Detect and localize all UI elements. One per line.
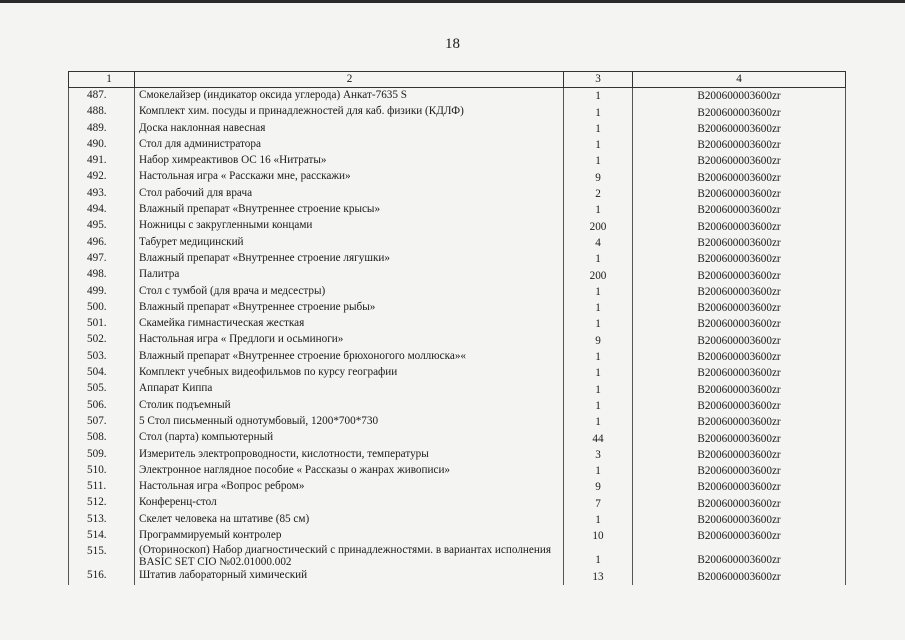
row-number: 497. [69, 251, 135, 267]
row-number: 505. [69, 381, 135, 397]
item-name: Стол (парта) компьютерный [135, 430, 564, 446]
item-quantity: 1 [564, 88, 633, 105]
item-code: B200600003600zr [633, 512, 846, 528]
item-name: Стол рабочий для врача [135, 186, 564, 202]
row-number: 514. [69, 528, 135, 544]
item-quantity: 1 [564, 349, 633, 365]
item-quantity: 3 [564, 447, 633, 463]
item-name: Влажный препарат «Внутреннее строение лягушки» [135, 251, 564, 267]
table-body [69, 88, 846, 585]
item-name: Конференц-стол [135, 495, 564, 511]
row-number: 488. [69, 104, 135, 120]
table-header-row [69, 72, 846, 88]
table-row [69, 169, 846, 185]
table-row [69, 202, 846, 218]
table-row [69, 381, 846, 397]
row-number: 498. [69, 267, 135, 283]
table-row [69, 137, 846, 153]
table-row [69, 235, 846, 251]
item-code: B200600003600zr [633, 284, 846, 300]
item-name: Электронное наглядное пособие « Рассказы о жанрах живописи» [135, 463, 564, 479]
item-name: Влажный препарат «Внутреннее строение брюхоногого моллюска»« [135, 349, 564, 365]
item-code: B200600003600zr [633, 235, 846, 251]
item-quantity: 1 [564, 512, 633, 528]
item-code: B200600003600zr [633, 121, 846, 137]
item-code: B200600003600zr [633, 332, 846, 348]
item-name: Палитра [135, 267, 564, 283]
item-name: Доска наклонная навесная [135, 121, 564, 137]
item-quantity: 10 [564, 528, 633, 544]
row-number: 507. [69, 414, 135, 430]
table-row [69, 479, 846, 495]
item-quantity: 9 [564, 332, 633, 348]
item-code: B200600003600zr [633, 528, 846, 544]
item-code: B200600003600zr [633, 544, 846, 568]
table-row [69, 153, 846, 169]
item-quantity: 1 [564, 398, 633, 414]
item-quantity: 200 [564, 218, 633, 234]
item-quantity: 1 [564, 316, 633, 332]
item-name: Настольная игра « Предлоги и осьминоги» [135, 332, 564, 348]
row-number: 506. [69, 398, 135, 414]
item-name: Столик подъемный [135, 398, 564, 414]
item-quantity: 1 [564, 544, 633, 568]
item-name: (Оториноскоп) Набор диагностический с принадлежностями. в вариантах исполнения BASIC SET CIO №02.01000.002 [135, 544, 564, 568]
item-name: Скелет человека на штативе (85 см) [135, 512, 564, 528]
column-header-3: 3 [564, 72, 633, 88]
item-name: Смокелайзер (индикатор оксида углерода) Анкат-7635 S [135, 88, 564, 105]
item-quantity: 1 [564, 104, 633, 120]
item-quantity: 1 [564, 463, 633, 479]
item-code: B200600003600zr [633, 202, 846, 218]
table-row [69, 332, 846, 348]
row-number: 508. [69, 430, 135, 446]
table-row [69, 568, 846, 584]
item-quantity: 1 [564, 137, 633, 153]
item-code: B200600003600zr [633, 267, 846, 283]
item-code: B200600003600zr [633, 398, 846, 414]
row-number: 495. [69, 218, 135, 234]
table-row [69, 544, 846, 568]
row-number: 487. [69, 88, 135, 105]
item-quantity: 1 [564, 381, 633, 397]
table-row [69, 218, 846, 234]
item-name: Настольная игра « Расскажи мне, расскажи» [135, 169, 564, 185]
table-row [69, 414, 846, 430]
item-name: Измеритель электропроводности, кислотности, температуры [135, 447, 564, 463]
item-quantity: 1 [564, 153, 633, 169]
table-row [69, 88, 846, 105]
table-row [69, 121, 846, 137]
item-name: Ножницы с закругленными концами [135, 218, 564, 234]
row-number: 499. [69, 284, 135, 300]
row-number: 491. [69, 153, 135, 169]
column-header-1: 1 [69, 72, 135, 88]
item-code: B200600003600zr [633, 88, 846, 105]
scan-edge [0, 0, 905, 3]
item-code: B200600003600zr [633, 365, 846, 381]
item-name: Комплект учебных видеофильмов по курсу географии [135, 365, 564, 381]
row-number: 494. [69, 202, 135, 218]
item-quantity: 9 [564, 479, 633, 495]
table-row [69, 104, 846, 120]
row-number: 510. [69, 463, 135, 479]
item-code: B200600003600zr [633, 251, 846, 267]
item-quantity: 200 [564, 267, 633, 283]
row-number: 489. [69, 121, 135, 137]
table-row [69, 463, 846, 479]
item-name: Комплект хим. посуды и принадлежностей для каб. физики (КДЛФ) [135, 104, 564, 120]
item-quantity: 1 [564, 251, 633, 267]
row-number: 516. [69, 568, 135, 584]
item-code: B200600003600zr [633, 447, 846, 463]
table-row [69, 447, 846, 463]
item-code: B200600003600zr [633, 316, 846, 332]
item-code: B200600003600zr [633, 153, 846, 169]
row-number: 503. [69, 349, 135, 365]
column-header-4: 4 [633, 72, 846, 88]
inventory-table [68, 71, 846, 585]
row-number: 515. [69, 544, 135, 568]
item-name: Набор химреактивов ОС 16 «Нитраты» [135, 153, 564, 169]
item-name: Стол для администратора [135, 137, 564, 153]
table-row [69, 398, 846, 414]
item-name: Скамейка гимнастическая жесткая [135, 316, 564, 332]
table-row [69, 349, 846, 365]
item-name: Табурет медицинский [135, 235, 564, 251]
item-code: B200600003600zr [633, 186, 846, 202]
item-quantity: 44 [564, 430, 633, 446]
table-row [69, 316, 846, 332]
page-number: 18 [445, 36, 460, 52]
row-number: 501. [69, 316, 135, 332]
row-number: 504. [69, 365, 135, 381]
row-number: 502. [69, 332, 135, 348]
item-code: B200600003600zr [633, 218, 846, 234]
item-quantity: 1 [564, 365, 633, 381]
item-quantity: 1 [564, 284, 633, 300]
item-code: B200600003600zr [633, 568, 846, 584]
item-quantity: 9 [564, 169, 633, 185]
row-number: 493. [69, 186, 135, 202]
item-code: B200600003600zr [633, 495, 846, 511]
item-name: 5 Стол письменный однотумбовый, 1200*700*730 [135, 414, 564, 430]
table-row [69, 186, 846, 202]
item-code: B200600003600zr [633, 300, 846, 316]
table-row [69, 251, 846, 267]
item-name: Программируемый контролер [135, 528, 564, 544]
table-row [69, 495, 846, 511]
item-quantity: 1 [564, 300, 633, 316]
item-name: Штатив лабораторный химический [135, 568, 564, 584]
item-code: B200600003600zr [633, 414, 846, 430]
column-header-2: 2 [135, 72, 564, 88]
item-code: B200600003600zr [633, 137, 846, 153]
item-name: Аппарат Киппа [135, 381, 564, 397]
row-number: 492. [69, 169, 135, 185]
table-row [69, 284, 846, 300]
item-quantity: 1 [564, 414, 633, 430]
row-number: 512. [69, 495, 135, 511]
row-number: 513. [69, 512, 135, 528]
item-quantity: 1 [564, 202, 633, 218]
item-name: Влажный препарат «Внутреннее строение рыбы» [135, 300, 564, 316]
row-number: 496. [69, 235, 135, 251]
table-row [69, 512, 846, 528]
table-row [69, 267, 846, 283]
item-name: Стол с тумбой (для врача и медсестры) [135, 284, 564, 300]
row-number: 500. [69, 300, 135, 316]
item-quantity: 4 [564, 235, 633, 251]
item-quantity: 2 [564, 186, 633, 202]
item-code: B200600003600zr [633, 430, 846, 446]
item-quantity: 1 [564, 121, 633, 137]
item-code: B200600003600zr [633, 381, 846, 397]
item-code: B200600003600zr [633, 463, 846, 479]
table-row [69, 528, 846, 544]
item-code: B200600003600zr [633, 169, 846, 185]
row-number: 511. [69, 479, 135, 495]
item-quantity: 13 [564, 568, 633, 584]
item-quantity: 7 [564, 495, 633, 511]
table-row [69, 430, 846, 446]
item-code: B200600003600zr [633, 349, 846, 365]
row-number: 509. [69, 447, 135, 463]
item-code: B200600003600zr [633, 104, 846, 120]
table-row [69, 365, 846, 381]
item-code: B200600003600zr [633, 479, 846, 495]
item-name: Настольная игра «Вопрос ребром» [135, 479, 564, 495]
item-name: Влажный препарат «Внутреннее строение крысы» [135, 202, 564, 218]
row-number: 490. [69, 137, 135, 153]
table-row [69, 300, 846, 316]
